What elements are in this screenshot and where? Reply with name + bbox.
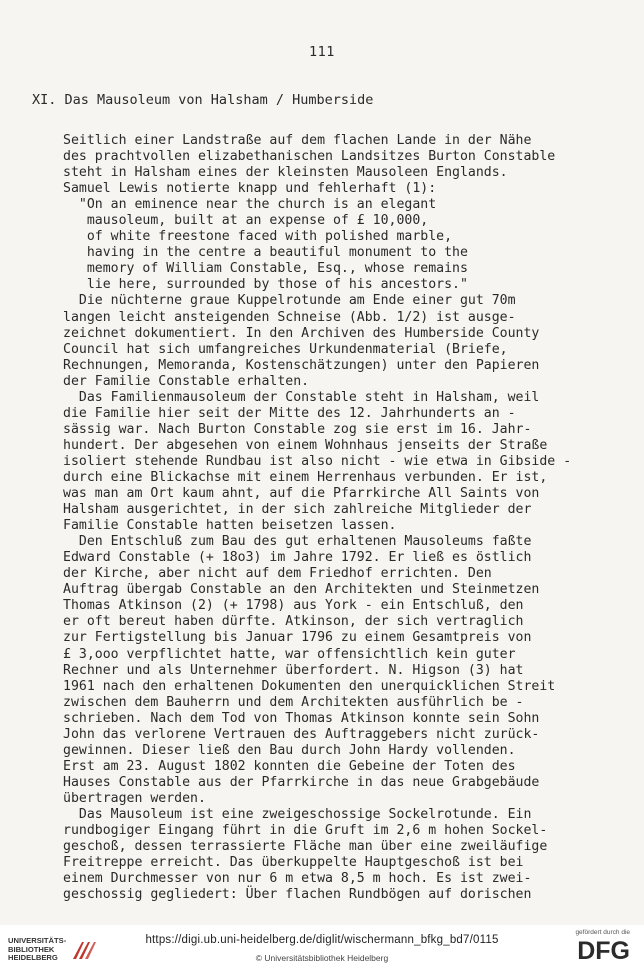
text-line: Rechnungen, Memoranda, Kostenschätzungen) unter den Papieren xyxy=(63,357,540,373)
text-line: 1961 nach den erhaltenen Dokumenten den unerquicklichen Streit xyxy=(63,678,556,694)
text-line: des prachtvollen elizabethanischen Landsitzes Burton Constable xyxy=(63,149,556,165)
text-line: steht in Halsham eines der kleinsten Mausoleen Englands. xyxy=(63,165,508,181)
text-line: having in the centre a beautiful monument to the xyxy=(63,245,468,261)
text-line: übertragen werden. xyxy=(63,790,206,806)
text-line: "On an eminence near the church is an elegant xyxy=(63,197,437,213)
body-text xyxy=(63,133,623,903)
text-line: durch eine Blickachse mit einem Herrenhaus verbunden. Er ist, xyxy=(63,469,548,485)
text-line: die Familie hier seit der Mitte des 12. Jahrhunderts an - xyxy=(63,405,516,421)
text-line: Familie Constable hatten beisetzen lassen. xyxy=(63,518,397,534)
text-line: Das Familienmausoleum der Constable steht in Halsham, weil xyxy=(63,389,540,405)
text-line: Samuel Lewis notierte knapp und fehlerhaft (1): xyxy=(63,181,437,197)
text-line: Die nüchterne graue Kuppelrotunde am Ende einer gut 70m xyxy=(63,293,516,309)
text-line: Freitreppe erreicht. Das überkuppelte Hauptgeschoß ist bei xyxy=(63,855,524,871)
text-line: mausoleum, built at an expense of £ 10,000, xyxy=(63,213,429,229)
text-line: of white freestone faced with polished marble, xyxy=(63,229,453,245)
text-line: Den Entschluß zum Bau des gut erhaltenen Mausoleums faßte xyxy=(63,534,532,550)
chapter-title: XI. Das Mausoleum von Halsham / Humberside xyxy=(32,92,374,108)
library-name: UNIVERSITÄTS- BIBLIOTHEK HEIDELBERG xyxy=(8,936,67,963)
text-line: sässig war. Nach Burton Constable zog sie erst im 16. Jahr- xyxy=(63,421,532,437)
text-line: rundbogiger Eingang führt in die Gruft im 2,6 m hohen Sockel- xyxy=(63,823,548,839)
text-line: isoliert stehende Rundbau ist also nicht - wie etwa in Gibside - xyxy=(63,453,572,469)
text-line: der Familie Constable erhalten. xyxy=(63,373,310,389)
text-line: Thomas Atkinson (2) (+ 1798) aus York - ein Entschluß, den xyxy=(63,598,524,614)
dfg-logo-icon[interactable] xyxy=(570,929,630,969)
text-line: Edward Constable (+ 18o3) im Jahre 1792. Er ließ es östlich xyxy=(63,550,532,566)
text-line: der Kirche, aber nicht auf dem Friedhof errichten. Den xyxy=(63,566,492,582)
dfg-caption: gefördert durch die xyxy=(575,929,630,936)
text-line: lie here, surrounded by those of his ancestors." xyxy=(63,277,468,293)
text-line: zur Fertigstellung bis Januar 1796 zu einem Gesamtpreis von xyxy=(63,630,532,646)
footer-bar xyxy=(0,925,644,971)
text-line: Auftrag übergab Constable an den Architekten und Steinmetzen xyxy=(63,582,540,598)
text-line: Seitlich einer Landstraße auf dem flachen Lande in der Nähe xyxy=(63,133,532,148)
text-line: Das Mausoleum ist eine zweigeschossige Sockelrotunde. Ein xyxy=(63,806,532,822)
text-line: zeichnet dokumentiert. In den Archiven des Humberside County xyxy=(63,325,540,341)
text-line: gewinnen. Dieser ließ den Bau durch John Hardy vollenden. xyxy=(63,742,516,758)
text-line: £ 3,ooo verpflichtet hatte, war offensichtlich kein guter xyxy=(63,646,516,662)
text-line: er oft bereut haben dürfte. Atkinson, der sich vertraglich xyxy=(63,614,524,630)
text-line: Erst am 23. August 1802 konnten die Gebeine der Toten des xyxy=(63,758,516,774)
text-line: Halsham ausgerichtet, in der sich zahlreiche Mitglieder der xyxy=(63,502,532,518)
text-line: Council hat sich umfangreiches Urkundenmaterial (Briefe, xyxy=(63,341,508,357)
text-line: John das verlorene Vertrauen des Auftraggebers nicht zurück- xyxy=(63,726,540,742)
text-line: geschoß, dessen terrassierte Fläche man über eine zweiläufige xyxy=(63,839,548,855)
text-line: schrieben. Nach dem Tod von Thomas Atkinson konnte sein Sohn xyxy=(63,710,540,726)
text-line: was man am Ort kaum ahnt, auf die Pfarrkirche All Saints von xyxy=(63,486,540,502)
text-line: memory of William Constable, Esq., whose remains xyxy=(63,261,468,277)
text-line: einem Durchmesser von nur 6 m etwa 8,5 m hoch. Es ist zwei- xyxy=(63,871,532,887)
text-line: geschossig gegliedert: Über flachen Rundbögen auf dorischen xyxy=(63,887,532,903)
page-number: 111 xyxy=(309,44,335,60)
copyright-text: © Universitätsbibliothek Heidelberg xyxy=(255,953,389,963)
text-line: zwischen dem Bauherrn und dem Architekten ausführlich be - xyxy=(63,694,524,710)
text-line: Hauses Constable aus der Pfarrkirche in das neue Grabgebäude xyxy=(63,774,540,790)
source-url-link[interactable]: https://digi.ub.uni-heidelberg.de/diglit/wischermann_bfkg_bd7/0115 xyxy=(145,934,499,946)
text-line: hundert. Der abgesehen von einem Wohnhaus jenseits der Straße xyxy=(63,437,548,453)
text-line: Rechner und als Unternehmer überfordert. N. Higson (3) hat xyxy=(63,662,524,678)
text-line: langen leicht ansteigenden Schneise (Abb. 1/2) ist ausge- xyxy=(63,309,516,325)
dfg-mark: DFG xyxy=(577,937,630,965)
